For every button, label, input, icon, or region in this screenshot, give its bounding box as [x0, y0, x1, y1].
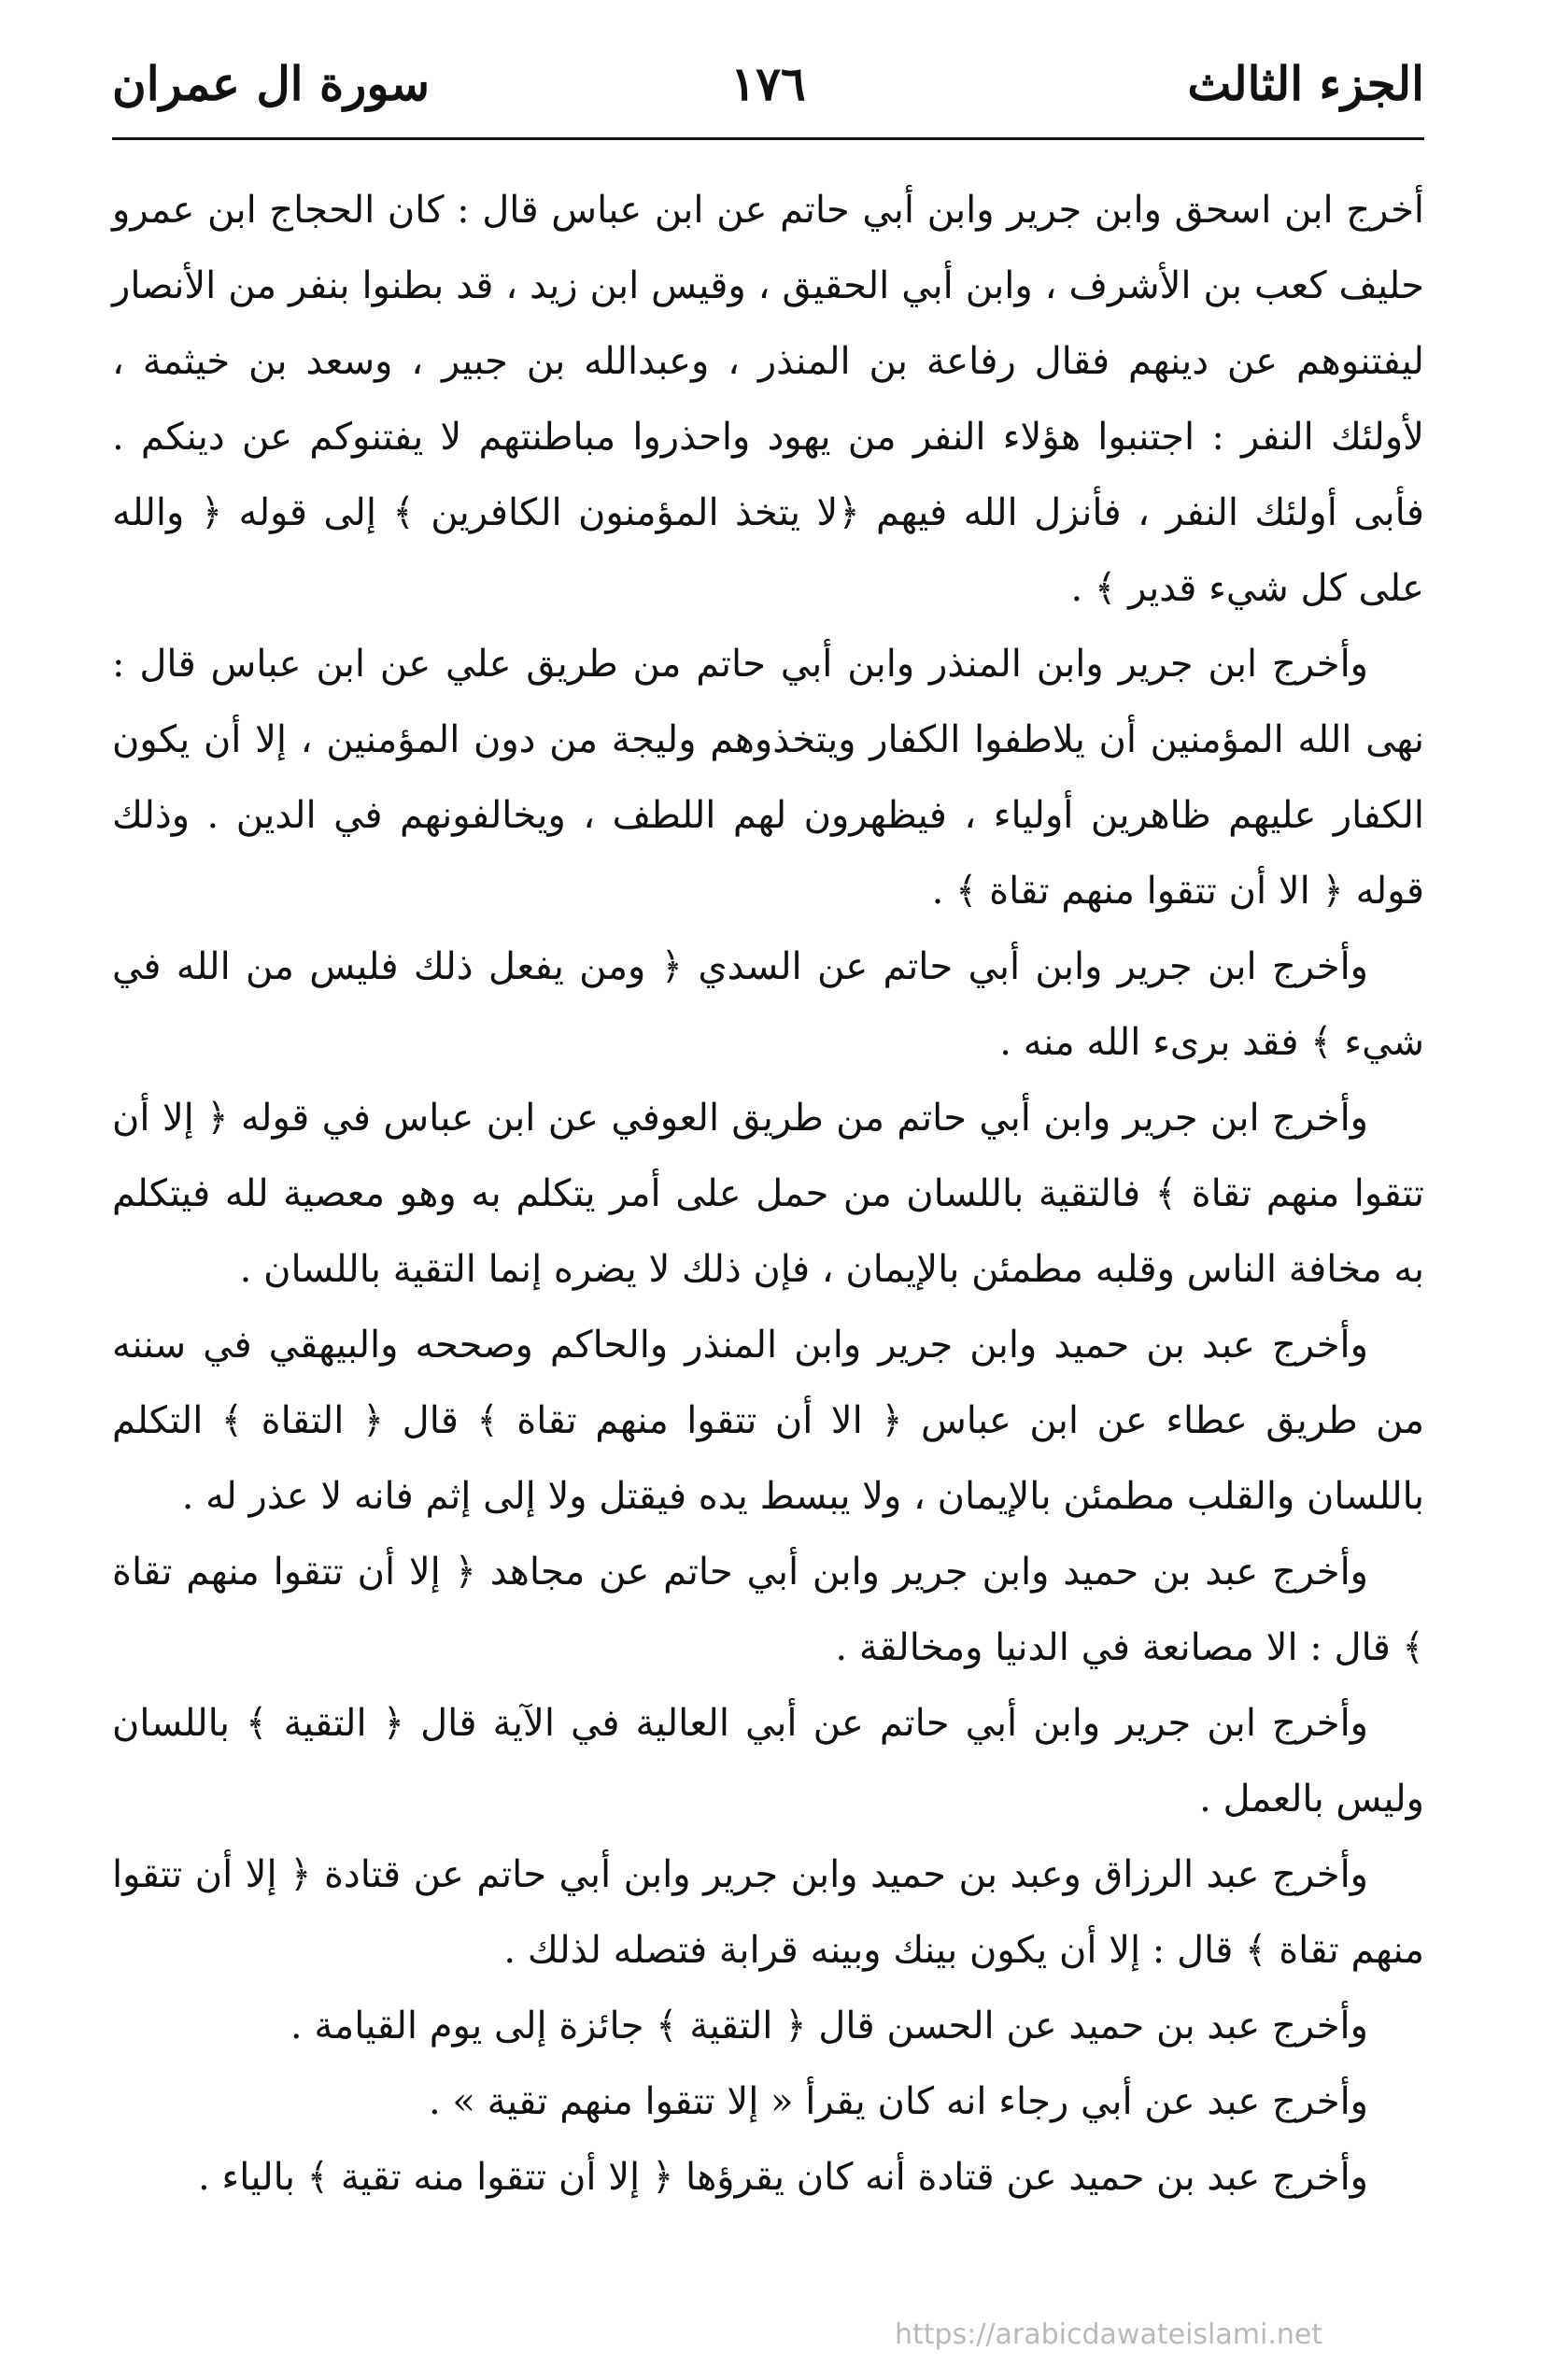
paragraph-11: وأخرج عبد بن حميد عن قتادة أنه كان يقرؤها ﴿ إلا أن تتقوا منه تقية ﴾ بالياء .: [197, 2156, 1368, 2199]
paragraph-5: وأخرج عبد بن حميد وابن جرير وابن المنذر والحاكم وصححه والبيهقي في سننه من طريق عطاء عن ابن عباس ﴿ الا أن تتقوا منهم تقاة ﴾ قال ﴿ التقاة ﴾ التكلم باللسان والقلب مطمئن بالإيمان ، ولا يبسط يده فيقتل ولا إلى إثم فانه لا عذر له .: [112, 1324, 1424, 1518]
paragraph-6: وأخرج عبد بن حميد وابن جرير وابن أبي حاتم عن مجاهد ﴿ إلا أن تتقوا منهم تقاة ﴾ قال : الا مصانعة في الدنيا ومخالقة .: [112, 1551, 1424, 1669]
paragraph-10: وأخرج عبد عن أبي رجاء انه كان يقرأ « إلا تتقوا منهم تقية » .: [428, 2080, 1368, 2123]
paragraph-1: أخرج ابن اسحق وابن جرير وابن أبي حاتم عن ابن عباس قال : كان الحجاج ابن عمرو حليف كعب بن الأشرف ، وابن أبي الحقيق ، وقيس ابن زيد ، قد بطنوا بنفر من الأنصار ليفتنوهم عن دينهم فقال رفاعة بن المنذر ، وعبدالله بن جبير ، وسعد بن خيثمة ، لأولئك النفر : اجتنبوا هؤلاء النفر من يهود واحذروا مباطنتهم لا يفتنوكم عن دينكم . فأبى أولئك النفر ، فأنزل الله فيهم ﴿لا يتخذ المؤمنون الكافرين ﴾ إلى قوله ﴿ والله على كل شيء قدير ﴾ .: [112, 189, 1424, 610]
surah-title: سورة ال عمران: [112, 56, 431, 111]
paragraph-4: وأخرج ابن جرير وابن أبي حاتم من طريق العوفي عن ابن عباس في قوله ﴿ إلا أن تتقوا منهم تقاة ﴾ فالتقية باللسان من حمل على أمر يتكلم به وهو معصية لله فيتكلم به مخافة الناس وقلبه مطمئن بالإيمان ، فإن ذلك لا يضره إنما التقية باللسان .: [112, 1097, 1424, 1291]
paragraph-7: وأخرج ابن جرير وابن أبي حاتم عن أبي العالية في الآية قال ﴿ التقية ﴾ باللسان وليس بالعمل .: [112, 1702, 1424, 1820]
header-divider: [112, 137, 1424, 140]
paragraph-8: وأخرج عبد الرزاق وعبد بن حميد وابن جرير وابن أبي حاتم عن قتادة ﴿ إلا أن تتقوا منهم تقاة ﴾ قال : إلا أن يكون بينك وبينه قرابة فتصله لذلك .: [112, 1853, 1424, 1972]
watermark-url: https://arabicdawateislami.net: [895, 2318, 1323, 2351]
part-title: الجزء الثالث: [1187, 56, 1424, 111]
page-body: [112, 173, 1424, 2216]
paragraph-9: وأخرج عبد بن حميد عن الحسن قال ﴿ التقية ﴾ جائزة إلى يوم القيامة .: [290, 2005, 1368, 2047]
paragraph-2: وأخرج ابن جرير وابن المنذر وابن أبي حاتم من طريق علي عن ابن عباس قال : نهى الله المؤمنين أن يلاطفوا الكفار ويتخذوهم وليجة من دون المؤمنين ، إلا أن يكون الكفار عليهم ظاهرين أولياء ، فيظهرون لهم اللطف ، ويخالفونهم في الدين . وذلك قوله ﴿ الا أن تتقوا منهم تقاة ﴾ .: [112, 643, 1424, 913]
page-number: ١٧٦: [730, 56, 806, 111]
page-header: [112, 51, 1424, 135]
paragraph-3: وأخرج ابن جرير وابن أبي حاتم عن السدي ﴿ ومن يفعل ذلك فليس من الله في شيء ﴾ فقد برىء الله منه .: [112, 945, 1424, 1064]
